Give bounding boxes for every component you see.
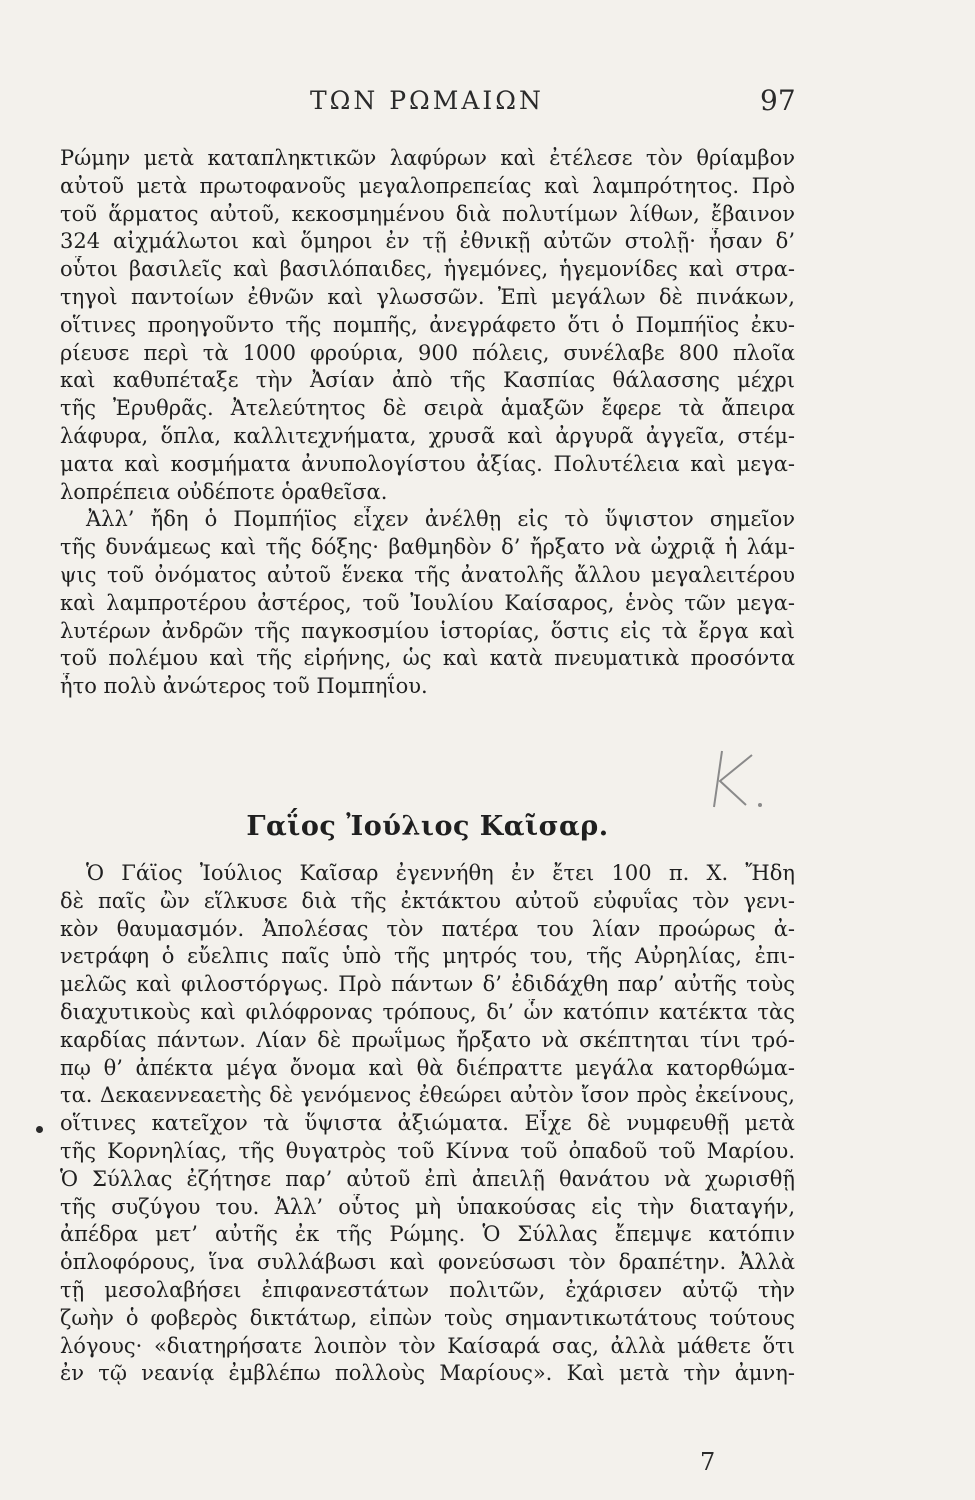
- text-line: δὲ παῖς ὢν εἵλκυσε διὰ τῆς ἐκτάκτου αὐτοῦ εὐφυΐας τὸν γενι-: [60, 888, 795, 913]
- page-number: 97: [760, 84, 796, 117]
- text-line: οἵτινες προηγοῦντο τῆς πομπῆς, ἀνεγράφετο ὅτι ὁ Πομπήϊος ἐκυ-: [60, 312, 795, 337]
- text-line: ἀπέδρα μετ’ αὐτῆς ἐκ τῆς Ρώμης. Ὁ Σύλλας ἔπεμψε κατόπιν: [60, 1222, 795, 1247]
- text-line: κὸν θαυμασμόν. Ἀπολέσας τὸν πατέρα του λίαν προώρως ἀ-: [60, 916, 795, 941]
- text-line: τῇ μεσολαβήσει ἐπιφανεστάτων πολιτῶν, ἐχάρισεν αὐτῷ τὴν: [60, 1277, 795, 1302]
- text-line: Ἀλλ’ ἤδη ὁ Πομπήϊος εἶχεν ἀνέλθῃ εἰς τὸ ὕψιστον σημεῖον: [86, 507, 795, 532]
- paragraph-pompey-triumph: [60, 145, 795, 506]
- text-line: λοπρέπεια οὐδέποτε ὁραθεῖσα.: [60, 479, 388, 504]
- text-line: τῆς συζύγου του. Ἀλλ’ οὗτος μὴ ὑπακούσας εἰς τὴν διαταγήν,: [60, 1194, 795, 1219]
- text-line: ρίευσε περὶ τὰ 1000 φρούρια, 900 πόλεις, συνέλαβε 800 πλοῖα: [60, 340, 795, 365]
- section-heading-block: [60, 800, 795, 854]
- signature-mark: 7: [700, 1448, 716, 1476]
- text-line: τῆς δυνάμεως καὶ τῆς δόξης· βαθμηδὸν δ’ ἤρξατο νὰ ὠχριᾷ ἡ λάμ-: [60, 535, 795, 560]
- text-line: καρδίας πάντων. Λίαν δὲ πρωΐμως ἤρξατο νὰ σκέπτηται τίνι τρό-: [60, 1027, 795, 1052]
- text-line: ματα καὶ κοσμήματα ἀνυπολογίστου ἀξίας. Πολυτέλεια καὶ μεγα-: [60, 451, 795, 476]
- text-line: καὶ λαμπροτέρου ἀστέρος, τοῦ Ἰουλίου Καίσαρος, ἑνὸς τῶν μεγα-: [60, 590, 795, 615]
- text-line: Ὁ Γάϊος Ἰούλιος Καῖσαρ ἐγεννήθη ἐν ἔτει 100 π. Χ. Ἤδη: [86, 861, 795, 885]
- text-line: τηγοὶ παντοίων ἐθνῶν καὶ γλωσσῶν. Ἐπὶ μεγάλων δὲ πινάκων,: [60, 284, 795, 309]
- running-title: ΤΩΝ ΡΩΜΑΙΩΝ: [310, 86, 544, 115]
- paragraph-pompey-decline: [60, 506, 795, 701]
- text-line: τοῦ πολέμου καὶ τῆς εἰρήνης, ὡς καὶ κατὰ πνευματικὰ προσόντα: [60, 646, 795, 671]
- text-line: ζωὴν ὁ φοβερὸς δικτάτωρ, εἰπὼν τοὺς σημαντικωτάτους τούτους: [60, 1305, 795, 1330]
- paragraph-caesar: [60, 860, 795, 1388]
- text-line: καὶ καθυπέταξε τὴν Ἀσίαν ἀπὸ τῆς Κασπίας θάλασσης μέχρι: [60, 368, 795, 393]
- text-line: τῆς Κορνηλίας, τῆς θυγατρὸς τοῦ Κίννα τοῦ ὀπαδοῦ τοῦ Μαρίου.: [60, 1138, 795, 1163]
- text-line: οὗτοι βασιλεῖς καὶ βασιλόπαιδες, ἡγεμόνες, ἡγεμονίδες καὶ στρα-: [60, 257, 795, 282]
- text-line: ἦτο πολὺ ἀνώτερος τοῦ Πομπηΐου.: [60, 674, 428, 699]
- text-line: τῆς Ἐρυθρᾶς. Ἀτελεύτητος δὲ σειρὰ ἁμαξῶν ἔφερε τὰ ἄπειρα: [60, 396, 795, 421]
- text-line: διαχυτικοὺς καὶ φιλόφρονας τρόπους, δι’ ὧν κατόπιν κατέκτα τὰς: [60, 999, 795, 1024]
- text-line: μελῶς καὶ φιλοστόργως. Πρὸ πάντων δ’ ἐδιδάχθη παρ’ αὐτῆς τοὺς: [60, 972, 795, 997]
- text-line: οἵτινες κατεῖχον τὰ ὕψιστα ἀξιώματα. Εἶχε δὲ νυμφευθῇ μετὰ: [60, 1111, 795, 1136]
- body-text-bottom: [60, 860, 795, 1388]
- text-line: ψις τοῦ ὀνόματος αὐτοῦ ἕνεκα τῆς ἀνατολῆς ἄλλου μεγαλειτέρου: [60, 562, 795, 587]
- text-line: τα. Δεκαεννεαετὴς δὲ γενόμενος ἐθεώρει αὐτὸν ἴσον πρὸς ἐκείνους,: [60, 1083, 795, 1108]
- text-line: τοῦ ἅρματος αὐτοῦ, κεκοσμημένου διὰ πολυτίμων λίθων, ἔβαινον: [60, 201, 795, 226]
- text-line: Ὁ Σύλλας ἐζήτησε παρ’ αὐτοῦ ἐπὶ ἀπειλῇ θανάτου νὰ χωρισθῇ: [60, 1166, 795, 1191]
- text-line: νετράφη ὁ εὔελπις παῖς ὑπὸ τῆς μητρός του, τῆς Αὐρηλίας, ἐπι-: [60, 944, 795, 969]
- body-text-top: [60, 145, 795, 701]
- text-line: λόγους· «διατηρήσατε λοιπὸν τὸν Καίσαρά σας, ἀλλὰ μάθετε ὅτι: [60, 1333, 795, 1358]
- text-line: αὐτοῦ μετὰ πρωτοφανοῦς μεγαλοπρεπείας καὶ λαμπρότητος. Πρὸ: [60, 173, 795, 198]
- text-line: λάφυρα, ὅπλα, καλλιτεχνήματα, χρυσᾶ καὶ ἀργυρᾶ ἀγγεῖα, στέμ-: [60, 423, 795, 448]
- running-head: [0, 80, 975, 120]
- text-line: λυτέρων ἀνδρῶν τῆς παγκοσμίου ἱστορίας, ὅστις εἰς τὰ ἔργα καὶ: [60, 618, 795, 643]
- text-line: ἐν τῷ νεανίᾳ ἐμβλέπω πολλοὺς Μαρίους». Καὶ μετὰ τὴν ἀμνη-: [60, 1361, 795, 1386]
- margin-dot-icon: [36, 1126, 43, 1133]
- text-line: πῳ θ’ ἀπέκτα μέγα ὄνομα καὶ θὰ διέπραττε μεγάλα κατορθώμα-: [60, 1055, 795, 1080]
- section-heading: Γαΐος Ἰούλιος Καῖσαρ.: [246, 811, 609, 842]
- text-line: ὁπλοφόρους, ἵνα συλλάβωσι καὶ φονεύσωσι τὸν δραπέτην. Ἀλλὰ: [60, 1250, 795, 1275]
- text-line: 324 αἰχμάλωτοι καὶ ὅμηροι ἐν τῇ ἐθνικῇ αὐτῶν στολῇ· ἦσαν δ’: [60, 229, 795, 254]
- text-line: Ρώμην μετὰ καταπληκτικῶν λαφύρων καὶ ἐτέλεσε τὸν θρίαμβον: [60, 146, 795, 170]
